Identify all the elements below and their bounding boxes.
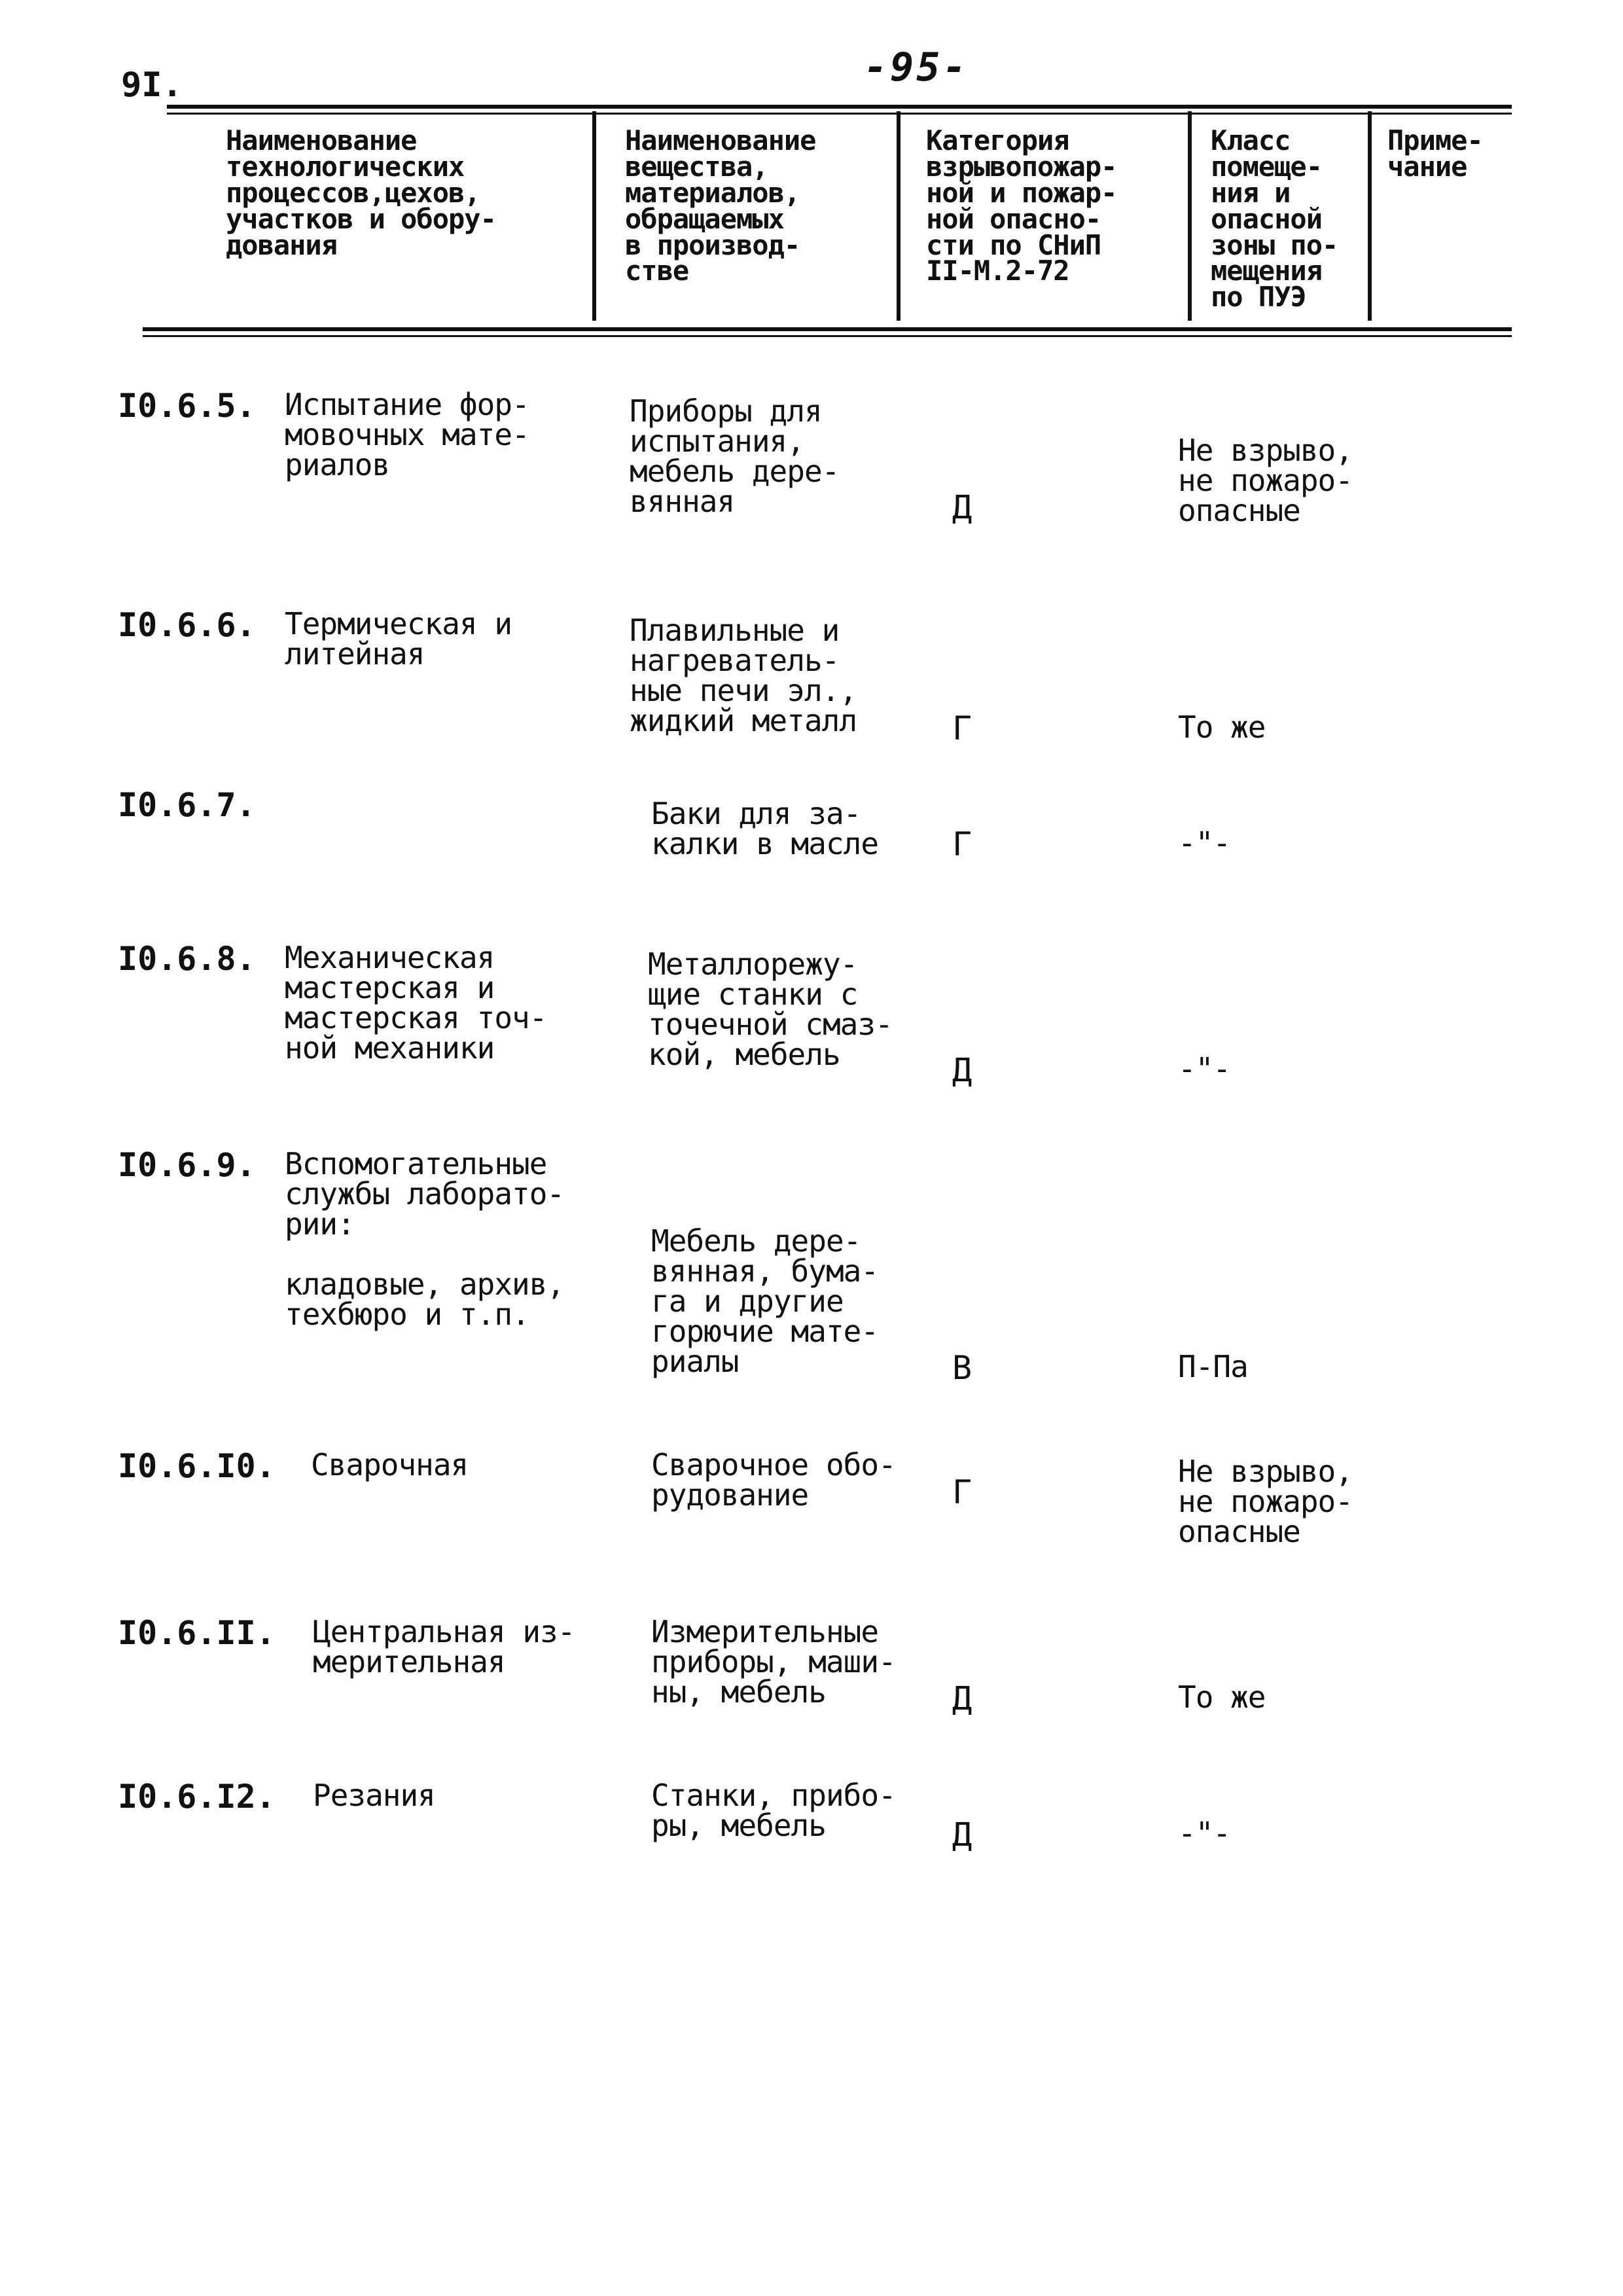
row-material: Мебель дере- вянная, бума- га и другие горючие мате- риалы bbox=[651, 1223, 879, 1379]
row-material: Станки, прибо- ры, мебель bbox=[651, 1778, 896, 1843]
row-code: I0.6.7. bbox=[118, 786, 256, 824]
row-process-name: Сварочная bbox=[311, 1447, 469, 1482]
page-mark: -95- bbox=[864, 45, 969, 90]
header-substance-name: Наименование вещества, материалов, обращаемых в производ- стве bbox=[625, 124, 816, 287]
row-material: Металлорежу- щие станки с точечной смаз- кой, мебель bbox=[648, 946, 893, 1072]
row-process-name: Резания bbox=[313, 1778, 435, 1813]
row-class: -"- bbox=[1178, 1051, 1231, 1086]
row-material: Измерительные приборы, маши- ны, мебель bbox=[651, 1614, 896, 1710]
row-code: I0.6.I0. bbox=[118, 1447, 276, 1485]
row-category: Д bbox=[952, 488, 972, 526]
row-process-name: Термическая и литейная bbox=[285, 606, 512, 672]
row-category: В bbox=[952, 1349, 972, 1387]
row-class: -"- bbox=[1178, 825, 1231, 861]
row-material: Сварочное обо- рудование bbox=[651, 1447, 896, 1513]
header-top-rule-thin bbox=[167, 113, 1512, 115]
row-class: Не взрыво, не пожаро- опасные bbox=[1178, 433, 1353, 528]
header-bottom-rule-thin bbox=[143, 335, 1512, 337]
header-divider-3 bbox=[1188, 111, 1192, 321]
row-category: Д bbox=[952, 1679, 972, 1717]
row-code: I0.6.I2. bbox=[118, 1778, 276, 1816]
row-category: Г bbox=[952, 1473, 972, 1511]
header-bottom-rule bbox=[143, 327, 1512, 331]
row-category: Г bbox=[952, 825, 972, 863]
row-material: Приборы для испытания, мебель дере- вянная bbox=[630, 393, 840, 519]
header-fire-category: Категория взрывопожар- ной и пожар- ной опасно- сти по СНиП II-М.2-72 bbox=[926, 124, 1117, 287]
row-material: Баки для за- калки в масле bbox=[651, 796, 879, 861]
page-number: 9I. bbox=[121, 65, 183, 105]
row-process-name: Механическая мастерская и мастерская точ- ной механики bbox=[285, 940, 547, 1066]
header-top-rule bbox=[167, 105, 1512, 109]
row-process-name: Испытание фор- мовочных мате- риалов bbox=[285, 387, 529, 482]
header-room-class: Класс помеще- ния и опасной зоны по- мещения по ПУЭ bbox=[1211, 124, 1338, 314]
row-code: I0.6.5. bbox=[118, 387, 256, 425]
row-material: Плавильные и нагреватель- ные печи эл., жидкий металл bbox=[630, 613, 857, 738]
row-code: I0.6.II. bbox=[118, 1614, 276, 1652]
row-class: То же bbox=[1178, 709, 1266, 745]
header-divider-2 bbox=[897, 111, 901, 321]
row-category: Г bbox=[952, 709, 972, 747]
row-category: Д bbox=[952, 1051, 972, 1089]
header-divider-1 bbox=[592, 111, 596, 321]
header-process-name: Наименование технологических процессов,цехов, участков и обору- дования bbox=[226, 124, 496, 261]
row-class: То же bbox=[1178, 1679, 1266, 1715]
row-class: -"- bbox=[1178, 1816, 1231, 1851]
header-divider-4 bbox=[1368, 111, 1372, 321]
row-process-name: Центральная из- мерительная bbox=[313, 1614, 575, 1679]
row-category: Д bbox=[952, 1816, 972, 1854]
row-code: I0.6.8. bbox=[118, 940, 256, 978]
header-note: Приме- чание bbox=[1387, 124, 1483, 183]
row-code: I0.6.9. bbox=[118, 1146, 256, 1184]
row-code: I0.6.6. bbox=[118, 606, 256, 644]
row-class: Не взрыво, не пожаро- опасные bbox=[1178, 1454, 1353, 1549]
row-process-name: Вспомогательные службы лаборато- рии: кладовые, архив, техбюро и т.п. bbox=[285, 1146, 565, 1332]
row-class: П-Па bbox=[1178, 1349, 1248, 1384]
